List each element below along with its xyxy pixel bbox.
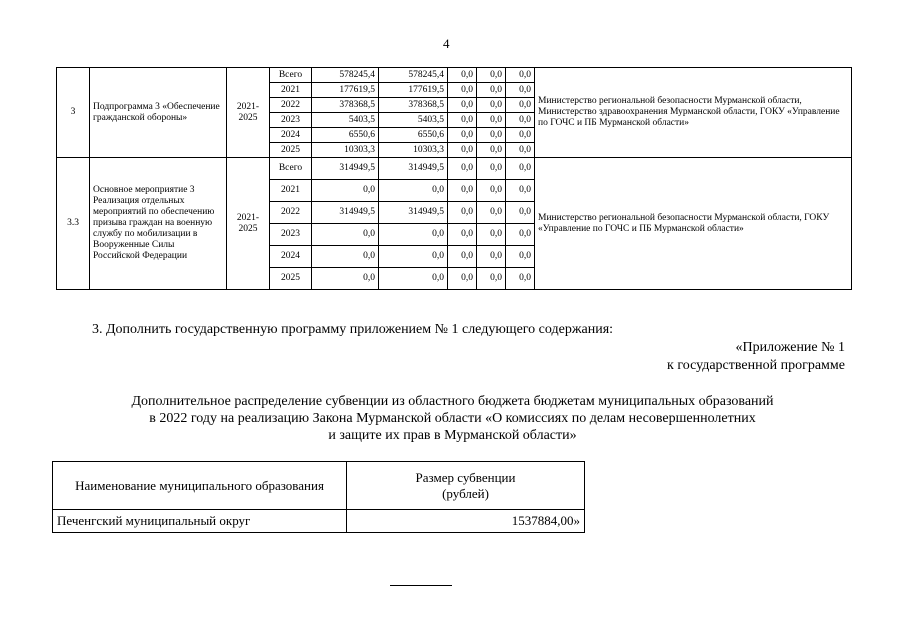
oblast-cell: 6550,6 xyxy=(379,128,448,143)
zero-cell: 0,0 xyxy=(506,180,535,202)
program-name: Основное мероприятие 3 Реализация отдельных мероприятий по обеспечению призыва граждан на военную службу по мобилизации в Вооруженные Силы Российской Федерации xyxy=(90,158,227,290)
total-cell: 0,0 xyxy=(312,180,379,202)
subsidy-row xyxy=(53,510,585,533)
executors: Министерство региональной безопасности Мурманской области, ГОКУ «Управление по ГОЧС и ПБ Мурманской области» xyxy=(535,158,852,290)
appendix-subtitle: к государственной программе xyxy=(667,358,845,373)
row-number: 3 xyxy=(57,68,90,158)
total-cell: 314949,5 xyxy=(312,158,379,180)
zero-cell: 0,0 xyxy=(477,180,506,202)
total-cell: 5403,5 xyxy=(312,113,379,128)
subsidy-municipality: Печенгский муниципальный округ xyxy=(53,510,347,533)
zero-cell: 0,0 xyxy=(506,83,535,98)
zero-cell: 0,0 xyxy=(448,158,477,180)
zero-cell: 0,0 xyxy=(477,268,506,290)
executors: Министерство региональной безопасности Мурманской области, Министерство здравоохранения Мурманской области, ГОКУ «Управление по ГОЧС и ПБ Мурманской области» xyxy=(535,68,852,158)
zero-cell: 0,0 xyxy=(448,202,477,224)
program-name: Подпрограмма 3 «Обеспечение гражданской обороны» xyxy=(90,68,227,158)
year-cell: 2021 xyxy=(270,180,312,202)
period: 2021-2025 xyxy=(227,68,270,158)
zero-cell: 0,0 xyxy=(448,224,477,246)
zero-cell: 0,0 xyxy=(477,113,506,128)
subsidy-header-amount-line1: Размер субвенции xyxy=(415,469,516,485)
zero-cell: 0,0 xyxy=(448,113,477,128)
year-cell: Всего xyxy=(270,68,312,83)
zero-cell: 0,0 xyxy=(506,224,535,246)
zero-cell: 0,0 xyxy=(506,246,535,268)
oblast-cell: 0,0 xyxy=(379,246,448,268)
zero-cell: 0,0 xyxy=(477,83,506,98)
zero-cell: 0,0 xyxy=(477,224,506,246)
oblast-cell: 314949,5 xyxy=(379,158,448,180)
zero-cell: 0,0 xyxy=(506,128,535,143)
subsidy-amount: 1537884,00» xyxy=(347,510,585,533)
year-cell: 2023 xyxy=(270,113,312,128)
total-cell: 578245,4 xyxy=(312,68,379,83)
oblast-cell: 378368,5 xyxy=(379,98,448,113)
zero-cell: 0,0 xyxy=(448,268,477,290)
title-line-3: и защите их прав в Мурманской области» xyxy=(328,428,577,443)
zero-cell: 0,0 xyxy=(448,180,477,202)
row-number: 3.3 xyxy=(57,158,90,290)
budget-table xyxy=(56,67,852,290)
subsidy-header-name: Наименование муниципального образования xyxy=(53,462,347,510)
total-cell: 378368,5 xyxy=(312,98,379,113)
total-cell: 0,0 xyxy=(312,224,379,246)
total-cell: 10303,3 xyxy=(312,143,379,158)
period: 2021-2025 xyxy=(227,158,270,290)
zero-cell: 0,0 xyxy=(477,98,506,113)
oblast-cell: 0,0 xyxy=(379,268,448,290)
year-cell: 2021 xyxy=(270,83,312,98)
zero-cell: 0,0 xyxy=(448,246,477,268)
zero-cell: 0,0 xyxy=(477,143,506,158)
year-cell: 2023 xyxy=(270,224,312,246)
subsidy-table xyxy=(52,461,585,533)
zero-cell: 0,0 xyxy=(477,128,506,143)
oblast-cell: 578245,4 xyxy=(379,68,448,83)
oblast-cell: 177619,5 xyxy=(379,83,448,98)
total-cell: 0,0 xyxy=(312,268,379,290)
budget-row xyxy=(57,158,852,180)
zero-cell: 0,0 xyxy=(448,68,477,83)
zero-cell: 0,0 xyxy=(477,68,506,83)
total-cell: 0,0 xyxy=(312,246,379,268)
title-line-1: Дополнительное распределение субвенции из областного бюджета бюджетам муниципальных образований xyxy=(131,394,774,409)
subsidy-header-row xyxy=(53,462,585,510)
subsidy-header-amount xyxy=(347,462,585,510)
zero-cell: 0,0 xyxy=(506,143,535,158)
zero-cell: 0,0 xyxy=(506,68,535,83)
zero-cell: 0,0 xyxy=(448,128,477,143)
year-cell: Всего xyxy=(270,158,312,180)
footer-divider xyxy=(390,585,452,586)
oblast-cell: 5403,5 xyxy=(379,113,448,128)
zero-cell: 0,0 xyxy=(477,202,506,224)
zero-cell: 0,0 xyxy=(448,98,477,113)
oblast-cell: 314949,5 xyxy=(379,202,448,224)
oblast-cell: 0,0 xyxy=(379,224,448,246)
oblast-cell: 0,0 xyxy=(379,180,448,202)
zero-cell: 0,0 xyxy=(477,158,506,180)
total-cell: 6550,6 xyxy=(312,128,379,143)
zero-cell: 0,0 xyxy=(506,113,535,128)
zero-cell: 0,0 xyxy=(506,158,535,180)
year-cell: 2025 xyxy=(270,268,312,290)
zero-cell: 0,0 xyxy=(506,98,535,113)
year-cell: 2024 xyxy=(270,246,312,268)
total-cell: 314949,5 xyxy=(312,202,379,224)
zero-cell: 0,0 xyxy=(448,143,477,158)
year-cell: 2024 xyxy=(270,128,312,143)
zero-cell: 0,0 xyxy=(506,202,535,224)
year-cell: 2025 xyxy=(270,143,312,158)
title-line-2: в 2022 году на реализацию Закона Мурманской области «О комиссиях по делам несовершеннолетних xyxy=(149,411,756,426)
subsidy-header-amount-line2: (рублей) xyxy=(442,485,489,501)
appendix-label: «Приложение № 1 xyxy=(735,340,845,355)
budget-row xyxy=(57,68,852,83)
zero-cell: 0,0 xyxy=(477,246,506,268)
year-cell: 2022 xyxy=(270,202,312,224)
total-cell: 177619,5 xyxy=(312,83,379,98)
zero-cell: 0,0 xyxy=(506,268,535,290)
oblast-cell: 10303,3 xyxy=(379,143,448,158)
zero-cell: 0,0 xyxy=(448,83,477,98)
paragraph-text: 3. Дополнить государственную программу приложением № 1 следующего содержания: xyxy=(92,322,614,337)
year-cell: 2022 xyxy=(270,98,312,113)
page-number: 4 xyxy=(443,36,450,51)
